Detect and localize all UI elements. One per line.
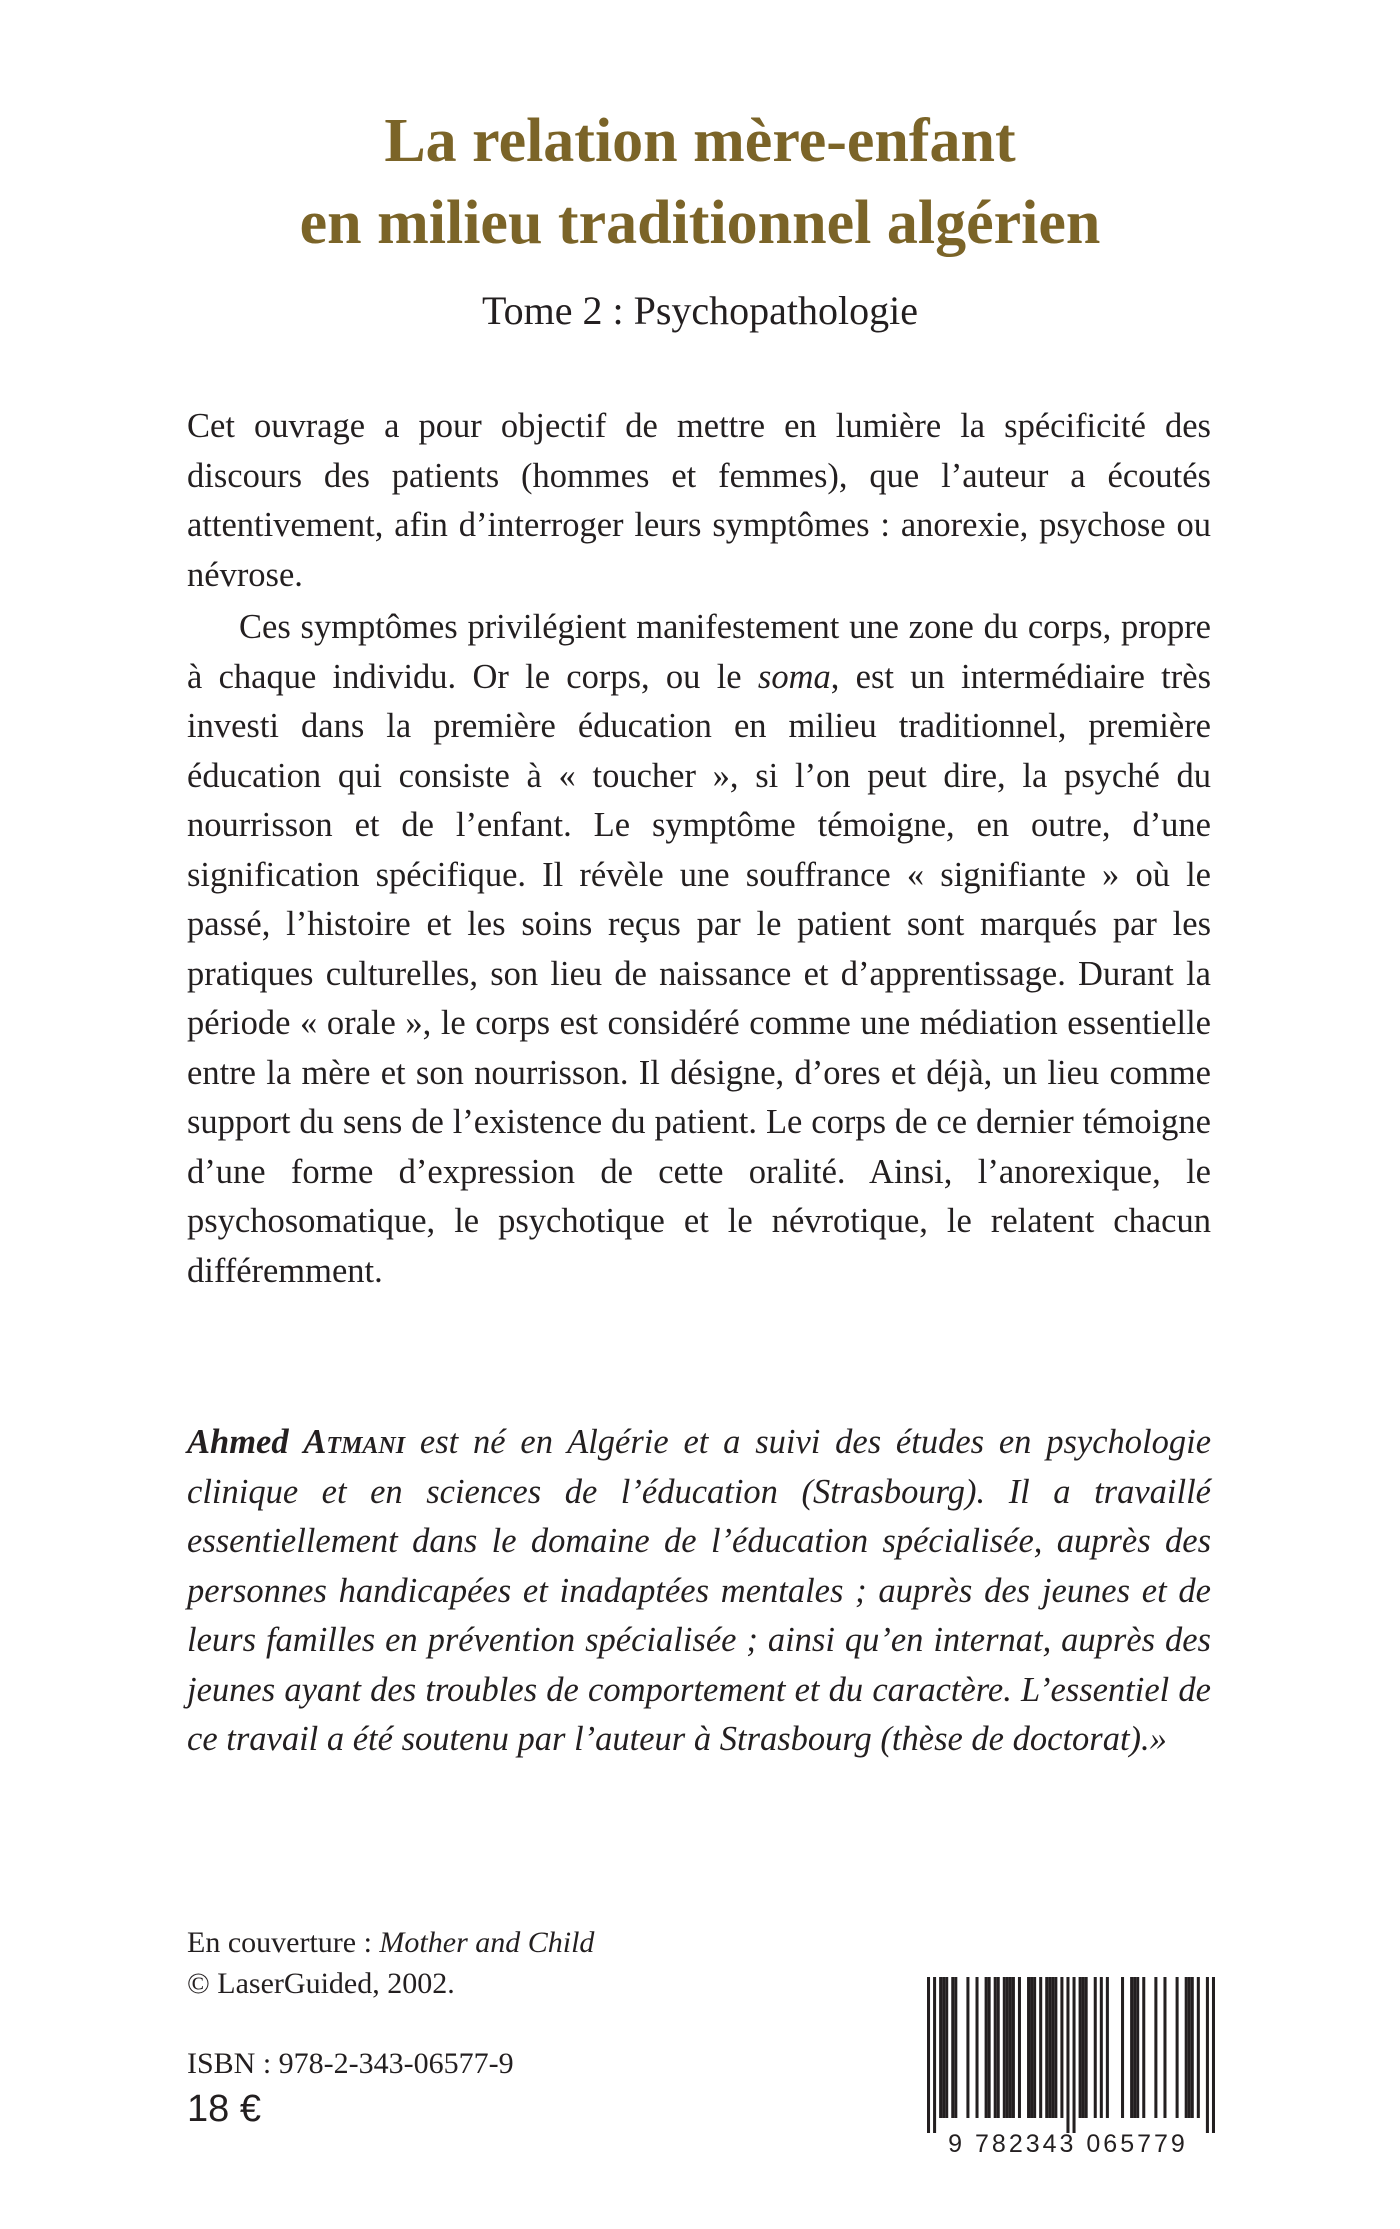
barcode-bar [1003,1977,1006,2118]
barcode-bar [1060,1977,1063,2118]
barcode-bar [1006,1977,1009,2118]
barcode-digits: 9 782343 065779 [948,2130,1188,2158]
barcode [927,1977,1215,2133]
barcode-bar [1073,1977,1076,2133]
barcode-bar [1066,1977,1069,2133]
barcode-bar [1045,1977,1048,2118]
price: 18 € [187,2088,261,2130]
barcode-bar [942,1977,945,2118]
barcode-bar [927,1977,930,2133]
barcode-bar [1012,1977,1015,2118]
barcode-bar [1009,1977,1012,2118]
title-block [0,100,1400,336]
barcode-bar [1027,1977,1030,2118]
barcode-bar [994,1977,997,2118]
author-bio [187,1418,1211,1765]
barcode-bar [954,1977,957,2118]
barcode-bar [1100,1977,1103,2118]
barcode-bar [1154,1977,1157,2118]
barcode-bar [1051,1977,1054,2118]
barcode-bar [997,1977,1000,2118]
summary-text [187,402,1211,1296]
title-line-1: La relation mère-enfant [384,107,1016,175]
barcode-bar [1048,1977,1051,2118]
book-subtitle: Tome 2 : Psychopathologie [481,288,919,333]
barcode-bar [1079,1977,1082,2118]
book-title [0,100,1400,264]
summary-paragraph-2-part-1: Ces symptômes privilégient manifestement une zone du corps, propre à chaque individu. Or le corps, ou le [187,608,1211,696]
barcode-bar [1188,1977,1191,2118]
barcode-bar [1054,1977,1057,2118]
barcode-bar [1039,1977,1042,2118]
barcode-bar [1121,1977,1124,2118]
barcode-bar [1130,1977,1133,2118]
barcode-bar [988,1977,991,2118]
barcode-bar [1136,1977,1139,2118]
author-first-name: Ahmed [187,1423,289,1461]
isbn: ISBN : 978-2-343-06577-9 [187,2047,514,2080]
barcode-bar [1094,1977,1097,2118]
author-last-name: Atmani [303,1423,406,1461]
barcode-bar [945,1977,948,2118]
barcode-bar [976,1977,979,2118]
barcode-bar [1133,1977,1136,2118]
barcode-bar [1018,1977,1021,2118]
barcode-bar [1176,1977,1179,2118]
barcode-bar [1197,1977,1200,2118]
summary-paragraph-1: Cet ouvrage a pour objectif de mettre en lumière la spécificité des discours des patients (hommes et femmes), que l’auteur a écoutés attentivement, afin d’interroger leurs symptômes : anorexie, psychose ou névrose. [187,407,1211,594]
title-line-2: en milieu traditionnel algérien [299,189,1101,257]
author-bio-text: est né en Algérie et a suivi des études en psychologie clinique et en sciences de l’éducation (Strasbourg). Il a travaillé essentiellement dans le domaine de l’éducation spécialisée, auprès des personnes handicapées et inadaptées mentales ; auprès des jeunes et de leurs familles en prévention spécialisée ; ainsi qu’en internat, auprès des jeunes ayant des troubles de comportement et du caractère. L’essentiel de ce travail a été soutenu par l’auteur à Strasbourg (thèse de doctorat).» [187,1423,1212,1758]
barcode-bar [1085,1977,1088,2118]
barcode-bar [985,1977,988,2118]
barcode-bar [1142,1977,1145,2118]
barcode-bar [1191,1977,1194,2118]
cover-credit-line [187,1922,594,1963]
barcode-bar [1185,1977,1188,2118]
barcode-bar [951,1977,954,2118]
barcode-bar [1106,1977,1109,2118]
barcode-bar [1212,1977,1215,2133]
summary-paragraph-2 [187,603,1211,1296]
cover-credit-label: En couverture : [187,1926,380,1959]
barcode-bar [966,1977,969,2118]
barcode-bar [1163,1977,1166,2118]
barcode-bar [1082,1977,1085,2118]
barcode-bar [939,1977,942,2118]
barcode-bars [927,1977,1215,2133]
barcode-bar [933,1977,936,2133]
copyright-line: © LaserGuided, 2002. [187,1967,455,2000]
summary-paragraph-2-part-2: , est un intermédiaire très investi dans la première éducation en milieu traditionnel, première éducation qui consiste à « toucher », si l’on peut dire, la psyché du nourrisson et de l’enfant. Le symptôme témoigne, en outre, d’une signification spécifique. Il révèle une souffrance « signifiante » où le passé, l’histoire et les soins reçus par le patient sont marqués par les pratiques culturelles, son lieu de naissance et d’apprentissage. Durant la période « orale », le corps est considéré comme une médiation essentielle entre la mère et son nourrisson. Il désigne, d’ores et déjà, un lieu comme support du sens de l’existence du patient. Le corps de ce dernier témoigne d’une forme d’expression de cette oralité. Ainsi, l’anorexique, le psychosomatique, le psychotique et le névrotique, le relatent chacun différemment. [187,657,1211,1290]
barcode-bar [1033,1977,1036,2118]
cover-credits [187,1922,594,2004]
soma-term: soma [757,657,831,696]
barcode-bar [1030,1977,1033,2118]
barcode-bar [1206,1977,1209,2133]
cover-artwork-title: Mother and Child [379,1926,595,1959]
